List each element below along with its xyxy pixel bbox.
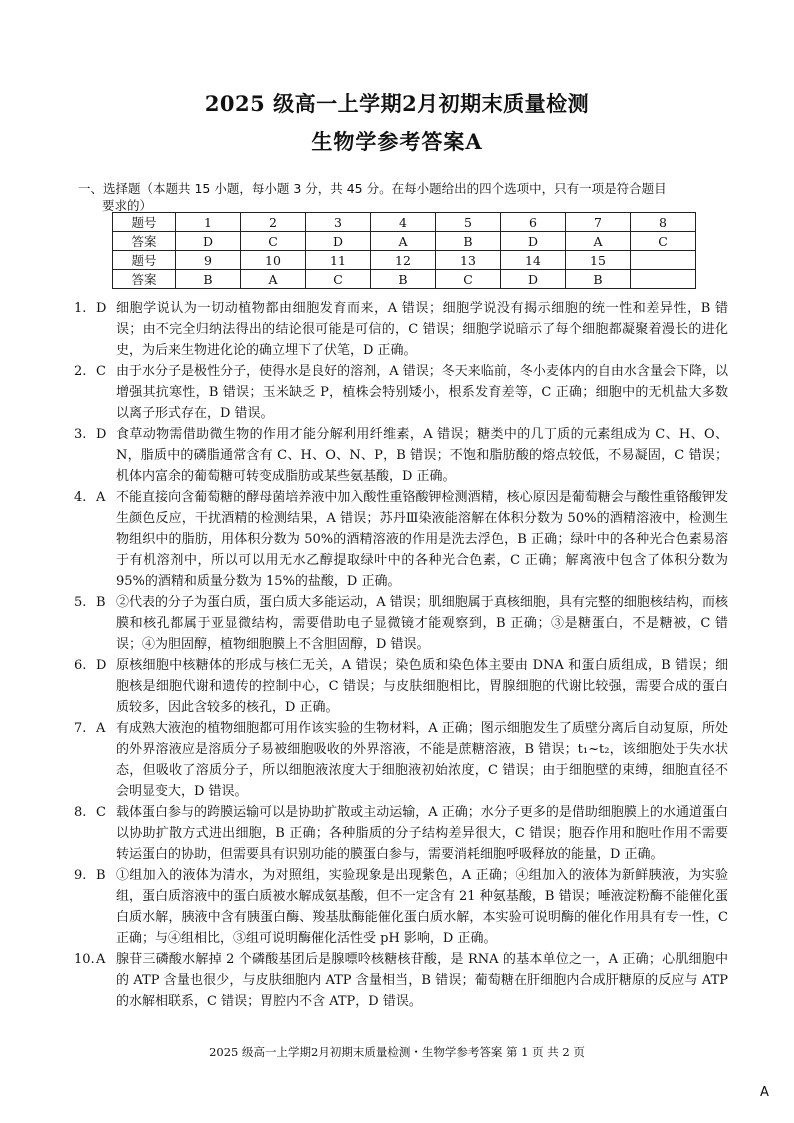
item-text: 原核细胞中核糖体的形成与核仁无关，A 错误；染色质和染色体主要由 DNA 和蛋白质组成，B 错误；细胞核是细胞代谢和遗传的控制中心，C 错误；与皮肤细胞相比，胃腺细胞的代谢比较强，需要合成的蛋白质较多，因此含较多的核孔，D 正确。 [116,658,728,715]
item-number: 9. [74,868,87,883]
cell: 4 [371,213,436,232]
cell: 7 [566,213,631,232]
table-row-a1 [113,232,696,251]
row-label: 题号 [113,213,176,232]
item-number: 10. [74,952,95,967]
item-answer: C [96,805,106,820]
cell: D [501,232,566,251]
cell: B [371,270,436,289]
item-text: 细胞学说认为一切动植物都由细胞发育而来，A 错误；细胞学说没有揭示细胞的统一性和差异性，B 错误；由不完全归纳法得出的结论很可能是可信的，C 错误；细胞学说暗示了每个细胞都凝聚着漫长的进化史，为后来生物进化论的确立埋下了伏笔，D 正确。 [116,301,728,358]
item-number: 5. [74,595,87,610]
item-answer: A [96,721,106,736]
cell: 14 [501,251,566,270]
cell: A [371,232,436,251]
item-text: 腺苷三磷酸水解掉 2 个磷酸基团后是腺嘌呤核糖核苷酸，是 RNA 的基本单位之一，A 正确；心肌细胞中的 ATP 含量也很少，与皮肤细胞内 ATP 含量相当，B 错误；葡萄糖在肝细胞内合成肝糖原的反应与 ATP 的水解相联系，C 错误；胃腔内不含 ATP，D 错误。 [116,952,728,1009]
cell: C [631,232,696,251]
item-text: 不能直接向含葡萄糖的酵母菌培养液中加入酸性重铬酸钾检测酒精，核心原因是葡萄糖会与酸性重铬酸钾发生颜色反应，干扰酒精的检测结果，A 错误；苏丹Ⅲ染液能溶解在体积分数为 50%的酒精溶液中，检测生物组织中的脂肪，用体积分数为 50%的酒精溶液的作用是洗去浮色，B 正确；绿叶中的各种光合色素易溶于有机溶剂中，所以可以用无水乙醇提取绿叶中的各种光合色素，C 正确；解离液中包含了体积分数为 95%的酒精和质量分数为 15%的盐酸，D 正确。 [116,490,728,589]
cell [631,270,696,289]
list-item [74,361,728,424]
list-item [74,487,728,592]
list-item [74,802,728,865]
item-number: 4. [74,490,87,505]
item-text: ②代表的分子为蛋白质，蛋白质大多能运动，A 错误；肌细胞属于真核细胞，具有完整的细胞核结构，而核膜和核孔都属于亚显微结构，需要借助电子显微镜才能观察到，B 正确；③是糖蛋白，不是糖被，C 错误；④为胆固醇，植物细胞膜上不含胆固醇，D 错误。 [116,595,728,652]
list-item [74,592,728,655]
cell: 3 [306,213,371,232]
section-heading-cont: 要求的） [102,198,153,213]
corner-mark: A [760,1085,769,1100]
cell: B [436,232,501,251]
list-item [74,718,728,802]
item-number: 2. [74,364,87,379]
page-footer: 2025 级高一上学期2月初期末质量检测・生物学参考答案 第 1 页 共 2 页 [209,1045,585,1059]
table-row-q1 [113,213,696,232]
cell: B [176,270,241,289]
item-answer: C [96,364,106,379]
item-number: 1. [74,301,87,316]
table-row-q2 [113,251,696,270]
title-line2: 生物学参考答案A [311,129,483,154]
cell: D [176,232,241,251]
cell: C [306,270,371,289]
list-item [74,298,728,361]
cell: 12 [371,251,436,270]
cell: C [241,232,306,251]
item-answer: B [96,595,106,610]
answer-explanations [74,298,728,1012]
item-number: 3. [74,427,87,442]
cell: C [436,270,501,289]
cell: A [241,270,306,289]
item-text: 有成熟大液泡的植物细胞都可用作该实验的生物材料，A 正确；图示细胞发生了质壁分离后自动复原，所处的外界溶液应是溶质分子易被细胞吸收的外界溶液，不能是蔗糖溶液，B 错误；t₁~t₂，该细胞处于失水状态，但吸收了溶质分子，所以细胞液浓度大于细胞液初始浓度，C 错误；由于细胞壁的束缚，细胞直径不会明显变大，D 错误。 [116,721,728,799]
cell: 15 [566,251,631,270]
item-number: 7. [74,721,87,736]
item-answer: A [96,490,106,505]
list-item [74,865,728,949]
section-heading-text: 一、选择题（本题共 15 小题，每小题 3 分，共 45 分。在每小题给出的四个选项中，只有一项是符合题目 [78,181,667,196]
item-answer: B [96,868,106,883]
list-item [74,949,728,1012]
table-row-a2 [113,270,696,289]
cell [631,251,696,270]
cell: 1 [176,213,241,232]
section-heading [78,180,718,214]
item-answer: A [96,952,106,967]
item-number: 6. [74,658,87,673]
cell: 11 [306,251,371,270]
row-label: 答案 [113,232,176,251]
item-answer: D [96,427,107,442]
cell: 10 [241,251,306,270]
title-line1: 2025 级高一上学期2月初期末质量检测 [204,91,590,116]
list-item [74,655,728,718]
item-text: 食草动物需借助微生物的作用才能分解利用纤维素，A 错误；糖类中的几丁质的元素组成为 C、H、O、N，脂质中的磷脂通常含有 C、H、O、N、P，B 错误；不饱和脂肪酸的熔点较低，不易凝固，C 错误；机体内富余的葡萄糖可转变成脂肪或某些氨基酸，D 正确。 [116,427,728,484]
cell: 6 [501,213,566,232]
cell: 2 [241,213,306,232]
item-text: 载体蛋白参与的跨膜运输可以是协助扩散或主动运输，A 正确；水分子更多的是借助细胞膜上的水通道蛋白以协助扩散方式进出细胞，B 正确；各种脂质的分子结构差异很大，C 错误；胞吞作用和胞吐作用不需要转运蛋白的协助，但需要具有识别功能的膜蛋白参与，需要消耗细胞呼吸释放的能量，D 正确。 [116,805,728,862]
cell: D [501,270,566,289]
cell: D [306,232,371,251]
cell: 5 [436,213,501,232]
answer-table [112,212,696,289]
item-number: 8. [74,805,87,820]
cell: 9 [176,251,241,270]
item-answer: D [96,658,107,673]
cell: B [566,270,631,289]
cell: 13 [436,251,501,270]
list-item [74,424,728,487]
row-label: 题号 [113,251,176,270]
cell: A [566,232,631,251]
row-label: 答案 [113,270,176,289]
item-answer: D [96,301,107,316]
cell: 8 [631,213,696,232]
item-text: ①组加入的液体为清水，为对照组，实验现象是出现紫色，A 正确；④组加入的液体为新鲜胰液，为实验组，蛋白质溶液中的蛋白质被水解成氨基酸，但不一定含有 21 种氨基酸，B 错误；唾液淀粉酶不能催化蛋白质水解，胰液中含有胰蛋白酶、羧基肽酶能催化蛋白质水解，本实验可说明酶的催化作用具有专一性，C 正确；与④组相比，③组可说明酶催化活性受 pH 影响，D 正确。 [116,868,728,946]
item-text: 由于水分子是极性分子，使得水是良好的溶剂，A 错误；冬天来临前，冬小麦体内的自由水含量会下降，以增强其抗寒性，B 错误；玉米缺乏 P，植株会特别矮小，根系发育差等，C 正确；细胞中的无机盐大多数以离子形式存在，D 错误。 [116,364,728,421]
